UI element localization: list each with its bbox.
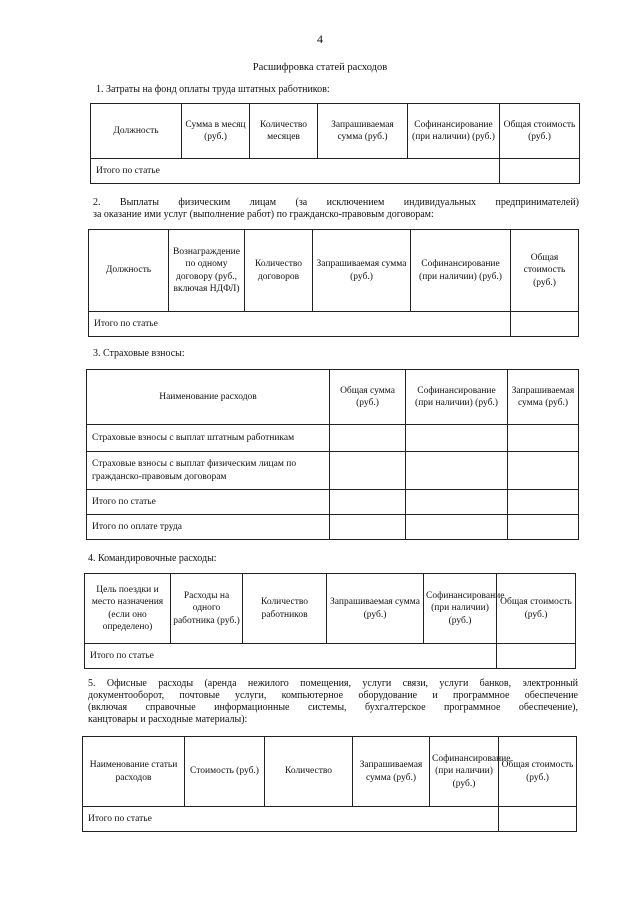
header-cell: Расходы на одного работника (руб.): [171, 574, 243, 644]
section-1-heading: 1. Затраты на фонд оплаты труда штатных работников:: [96, 84, 330, 95]
row-label: Итого по оплате труда: [87, 515, 330, 540]
section-3-table: [86, 369, 579, 540]
page-number: 4: [317, 32, 323, 46]
empty-cell[interactable]: [508, 515, 579, 540]
total-label: Итого по статье: [91, 159, 500, 184]
header-cell: Количество: [265, 737, 353, 807]
table-header-row: [85, 574, 576, 644]
empty-cell[interactable]: [511, 312, 579, 337]
empty-cell[interactable]: [406, 425, 508, 452]
total-label: Итого по статье: [85, 644, 497, 669]
section-2-heading-line: за оказание ими услуг (выполнение работ) по гражданско-правовым договорам:: [93, 209, 434, 220]
header-cell: Софинансирование (при наличии) (руб.): [406, 370, 508, 425]
total-label: Итого по статье: [89, 312, 511, 337]
header-cell: Общая стоимость (руб.): [499, 737, 577, 807]
section-3-heading: 3. Страховые взносы:: [93, 348, 185, 359]
page-title: Расшифровка статей расходов: [252, 62, 388, 73]
section-5-heading-line: документооборот, почтовые услуги, компьютерное оборудование и программное обеспечение: [88, 690, 578, 701]
header-cell: Должность: [89, 230, 169, 312]
table-header-row: [91, 104, 580, 159]
section-1-table: [90, 103, 580, 184]
table-header-row: [89, 230, 579, 312]
header-cell: Сумма в месяц (руб.): [182, 104, 250, 159]
section-5-table: [82, 736, 577, 832]
section-2-heading-line: 2. Выплаты физическим лицам (за исключением индивидуальных предпринимателей): [93, 197, 579, 208]
table-row: [87, 425, 579, 452]
table-row: [87, 515, 579, 540]
header-cell: Общая сумма (руб.): [330, 370, 406, 425]
empty-cell[interactable]: [497, 644, 576, 669]
header-cell: Наименование статьи расходов: [83, 737, 185, 807]
section-5-heading-line: канцтовары и расходные материалы):: [88, 714, 248, 725]
table-row: [91, 159, 580, 184]
header-cell: Вознаграждение по одному договору (руб., включая НДФЛ): [169, 230, 245, 312]
header-cell: Софинансирование (при наличии) (руб.): [430, 737, 499, 807]
total-label: Итого по статье: [83, 807, 499, 832]
header-cell: Количество месяцев: [250, 104, 318, 159]
table-row: [85, 644, 576, 669]
header-cell: Стоимость (руб.): [185, 737, 265, 807]
header-cell: Цель поездки и место назначения (если оно определено): [85, 574, 171, 644]
header-cell: Запрашиваемая сумма (руб.): [508, 370, 579, 425]
table-header-row: [87, 370, 579, 425]
header-cell: Запрашиваемая сумма (руб.): [313, 230, 411, 312]
table-header-row: [83, 737, 577, 807]
row-label: Итого по статье: [87, 490, 330, 515]
empty-cell[interactable]: [330, 515, 406, 540]
empty-cell[interactable]: [508, 452, 579, 490]
section-2-table: [88, 229, 579, 337]
section-5-heading-line: (включая справочные информационные системы, бухгалтерское программное обеспечение),: [88, 702, 578, 713]
section-5-heading-line: 5. Офисные расходы (аренда нежилого помещения, услуги связи, услуги банков, электронный: [88, 678, 578, 689]
empty-cell[interactable]: [508, 425, 579, 452]
empty-cell[interactable]: [330, 425, 406, 452]
table-row: [87, 490, 579, 515]
empty-cell[interactable]: [499, 807, 577, 832]
header-cell: Софинансирование (при наличии) (руб.): [411, 230, 511, 312]
header-cell: Должность: [91, 104, 182, 159]
empty-cell[interactable]: [406, 515, 508, 540]
section-4-heading: 4. Командировочные расходы:: [88, 553, 217, 564]
row-label: Страховые взносы с выплат физическим лицам по гражданско-правовым договорам: [87, 452, 330, 490]
header-cell: Наименование расходов: [87, 370, 330, 425]
header-cell: Общая стоимость (руб.): [511, 230, 579, 312]
empty-cell[interactable]: [500, 159, 580, 184]
header-cell: Софинансирование (при наличии) (руб.): [408, 104, 500, 159]
header-cell: Общая стоимость (руб.): [497, 574, 576, 644]
section-4-table: [84, 573, 576, 669]
empty-cell[interactable]: [406, 452, 508, 490]
empty-cell[interactable]: [406, 490, 508, 515]
header-cell: Софинансирование (при наличии) (руб.): [424, 574, 497, 644]
empty-cell[interactable]: [508, 490, 579, 515]
header-cell: Запрашиваемая сумма (руб.): [327, 574, 424, 644]
header-cell: Общая стоимость (руб.): [500, 104, 580, 159]
row-label: Страховые взносы с выплат штатным работникам: [87, 425, 330, 452]
header-cell: Запрашиваемая сумма (руб.): [353, 737, 430, 807]
header-cell: Запрашиваемая сумма (руб.): [318, 104, 408, 159]
empty-cell[interactable]: [330, 490, 406, 515]
header-cell: Количество договоров: [245, 230, 313, 312]
table-row: [89, 312, 579, 337]
table-row: [83, 807, 577, 832]
table-row: [87, 452, 579, 490]
empty-cell[interactable]: [330, 452, 406, 490]
header-cell: Количество работников: [243, 574, 327, 644]
